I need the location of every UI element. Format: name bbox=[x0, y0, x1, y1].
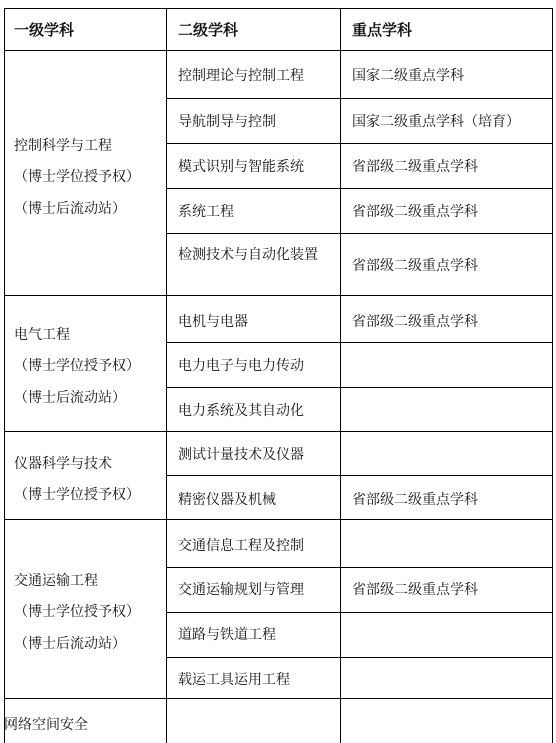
sub-discipline: 电机与电器 bbox=[178, 314, 248, 330]
grid-line bbox=[166, 8, 167, 743]
grid-line bbox=[166, 475, 553, 476]
sub-discipline: 精密仪器及机械 bbox=[178, 492, 276, 508]
grid-line bbox=[166, 342, 553, 343]
sub-discipline: 交通运输规划与管理 bbox=[178, 582, 304, 598]
group-note: （博士后流动站） bbox=[14, 390, 126, 406]
group-note: （博士学位授予权） bbox=[14, 358, 140, 374]
sub-discipline: 控制理论与控制工程 bbox=[178, 68, 304, 84]
group-note: （博士学位授予权） bbox=[14, 169, 140, 185]
key-discipline: 省部级二级重点学科 bbox=[352, 582, 478, 598]
key-discipline: 省部级二级重点学科 bbox=[352, 314, 478, 330]
sub-discipline: 测试计量技术及仪器 bbox=[178, 447, 304, 463]
sub-discipline: 电力电子与电力传动 bbox=[178, 358, 304, 374]
sub-discipline: 检测技术与自动化装置 bbox=[178, 247, 318, 263]
group-name: 控制科学与工程 bbox=[14, 138, 112, 154]
key-discipline: 国家二级重点学科 bbox=[352, 68, 464, 84]
group-note: （博士后流动站） bbox=[14, 201, 126, 217]
group-name: 交通运输工程 bbox=[14, 573, 98, 589]
group-name: 电气工程 bbox=[14, 327, 70, 343]
grid-line bbox=[4, 698, 553, 699]
group-note: （博士后流动站） bbox=[14, 636, 126, 652]
group-name: 网络空间安全 bbox=[4, 717, 88, 733]
grid-line bbox=[4, 519, 553, 520]
group-note: （博士学位授予权） bbox=[14, 604, 140, 620]
grid-line bbox=[4, 8, 5, 743]
grid-line bbox=[166, 98, 553, 99]
header-col3: 重点学科 bbox=[352, 21, 413, 39]
key-discipline: 省部级二级重点学科 bbox=[352, 159, 478, 175]
grid-line bbox=[166, 612, 553, 613]
header-col1: 一级学科 bbox=[14, 21, 75, 39]
sub-discipline: 电力系统及其自动化 bbox=[178, 403, 304, 419]
grid-line bbox=[166, 387, 553, 388]
grid-line bbox=[4, 50, 553, 51]
sub-discipline: 道路与铁道工程 bbox=[178, 627, 276, 643]
key-discipline: 省部级二级重点学科 bbox=[352, 492, 478, 508]
grid-line bbox=[166, 567, 553, 568]
header-col2: 二级学科 bbox=[178, 21, 239, 39]
sub-discipline: 导航制导与控制 bbox=[178, 114, 276, 130]
group-note: （博士学位授予权） bbox=[14, 487, 140, 503]
key-discipline: 国家二级重点学科（培育） bbox=[352, 114, 520, 130]
sub-discipline: 模式识别与智能系统 bbox=[178, 159, 304, 175]
grid-line bbox=[4, 431, 553, 432]
grid-line bbox=[340, 8, 341, 743]
sub-discipline: 交通信息工程及控制 bbox=[178, 538, 304, 554]
key-discipline: 省部级二级重点学科 bbox=[352, 204, 478, 220]
key-discipline: 省部级二级重点学科 bbox=[352, 258, 478, 274]
sub-discipline: 载运工具运用工程 bbox=[178, 672, 290, 688]
grid-line bbox=[166, 188, 553, 189]
group-name: 仪器科学与技术 bbox=[14, 456, 112, 472]
grid-line bbox=[166, 143, 553, 144]
grid-line bbox=[166, 233, 553, 234]
grid-line bbox=[552, 8, 553, 743]
grid-line bbox=[4, 295, 553, 296]
grid-line bbox=[166, 657, 553, 658]
grid-line bbox=[4, 8, 553, 9]
sub-discipline: 系统工程 bbox=[178, 204, 234, 220]
